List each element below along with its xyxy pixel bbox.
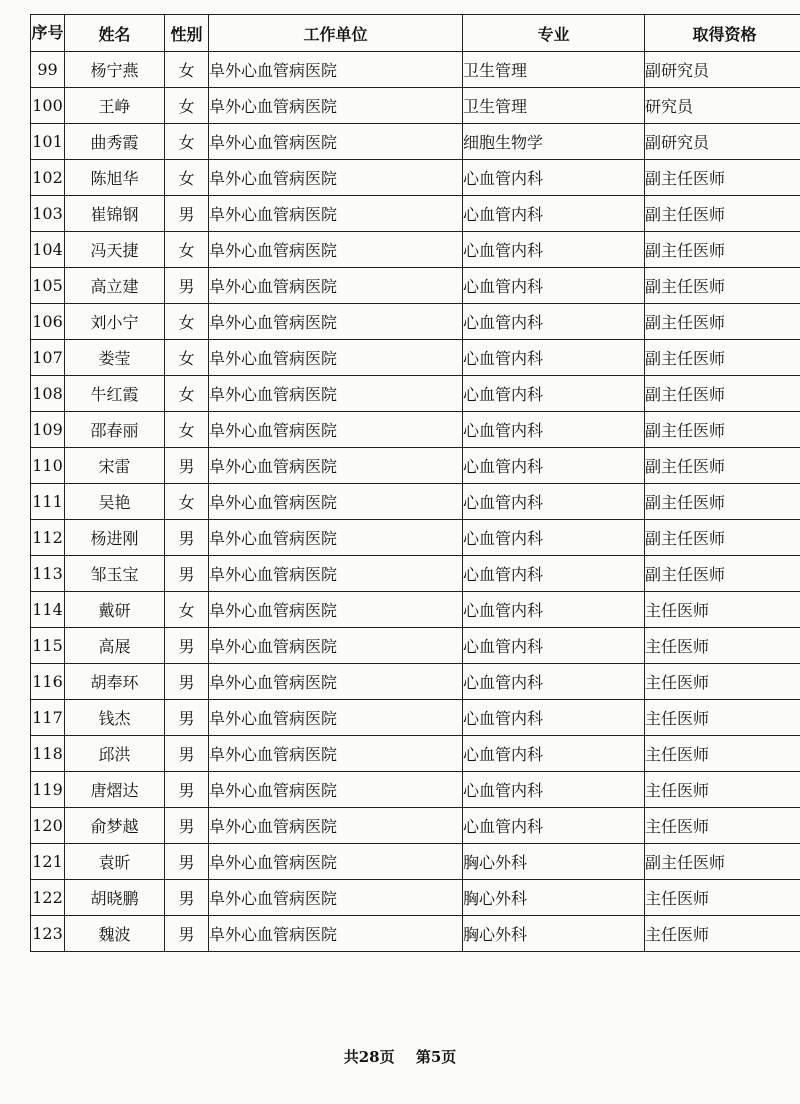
cell-name: 崔锦钢	[65, 196, 165, 232]
cell-gender: 男	[165, 772, 209, 808]
cell-work-unit: 阜外心血管病医院	[209, 664, 463, 700]
cell-work-unit: 阜外心血管病医院	[209, 556, 463, 592]
cell-serial-number: 123	[31, 916, 65, 952]
cell-work-unit: 阜外心血管病医院	[209, 592, 463, 628]
cell-work-unit: 阜外心血管病医院	[209, 196, 463, 232]
cell-gender: 男	[165, 556, 209, 592]
table-row	[31, 628, 800, 664]
cell-serial-number: 107	[31, 340, 65, 376]
cell-serial-number: 113	[31, 556, 65, 592]
table-row	[31, 52, 800, 88]
cell-specialty: 心血管内科	[463, 268, 645, 304]
table-row	[31, 556, 800, 592]
table-row	[31, 916, 800, 952]
cell-work-unit: 阜外心血管病医院	[209, 88, 463, 124]
cell-name: 曲秀霞	[65, 124, 165, 160]
cell-name: 唐熠达	[65, 772, 165, 808]
total-pages: 共28页	[343, 1048, 395, 1066]
cell-serial-number: 116	[31, 664, 65, 700]
table-row	[31, 196, 800, 232]
cell-serial-number: 117	[31, 700, 65, 736]
cell-serial-number: 105	[31, 268, 65, 304]
cell-qualification: 副主任医师	[645, 304, 800, 340]
cell-work-unit: 阜外心血管病医院	[209, 484, 463, 520]
cell-gender: 男	[165, 808, 209, 844]
cell-name: 杨宁燕	[65, 52, 165, 88]
cell-serial-number: 99	[31, 52, 65, 88]
cell-work-unit: 阜外心血管病医院	[209, 736, 463, 772]
cell-name: 娄莹	[65, 340, 165, 376]
cell-gender: 女	[165, 304, 209, 340]
cell-work-unit: 阜外心血管病医院	[209, 340, 463, 376]
cell-qualification: 主任医师	[645, 772, 800, 808]
table-row	[31, 304, 800, 340]
cell-specialty: 心血管内科	[463, 700, 645, 736]
cell-qualification: 主任医师	[645, 664, 800, 700]
cell-work-unit: 阜外心血管病医院	[209, 448, 463, 484]
table-body	[31, 52, 800, 952]
cell-name: 牛红霞	[65, 376, 165, 412]
cell-qualification: 主任医师	[645, 700, 800, 736]
cell-gender: 女	[165, 232, 209, 268]
table-row	[31, 376, 800, 412]
cell-name: 魏波	[65, 916, 165, 952]
cell-specialty: 心血管内科	[463, 772, 645, 808]
cell-work-unit: 阜外心血管病医院	[209, 880, 463, 916]
table-row	[31, 88, 800, 124]
table-row	[31, 844, 800, 880]
cell-qualification: 副主任医师	[645, 484, 800, 520]
cell-specialty: 心血管内科	[463, 376, 645, 412]
table-row	[31, 412, 800, 448]
cell-gender: 男	[165, 196, 209, 232]
header-gender: 性别	[165, 15, 209, 52]
cell-serial-number: 103	[31, 196, 65, 232]
cell-work-unit: 阜外心血管病医院	[209, 304, 463, 340]
table-row	[31, 700, 800, 736]
table-row	[31, 268, 800, 304]
cell-serial-number: 100	[31, 88, 65, 124]
table-row	[31, 880, 800, 916]
cell-gender: 女	[165, 412, 209, 448]
cell-specialty: 心血管内科	[463, 196, 645, 232]
header-serial-number: 序号	[31, 15, 65, 52]
header-qualification: 取得资格	[645, 15, 800, 52]
cell-gender: 女	[165, 88, 209, 124]
cell-serial-number: 109	[31, 412, 65, 448]
cell-work-unit: 阜外心血管病医院	[209, 520, 463, 556]
cell-serial-number: 101	[31, 124, 65, 160]
cell-qualification: 主任医师	[645, 736, 800, 772]
table-row	[31, 520, 800, 556]
cell-work-unit: 阜外心血管病医院	[209, 700, 463, 736]
cell-qualification: 主任医师	[645, 808, 800, 844]
cell-serial-number: 122	[31, 880, 65, 916]
table-row	[31, 736, 800, 772]
cell-specialty: 心血管内科	[463, 736, 645, 772]
cell-serial-number: 110	[31, 448, 65, 484]
cell-gender: 男	[165, 628, 209, 664]
cell-work-unit: 阜外心血管病医院	[209, 268, 463, 304]
cell-gender: 女	[165, 484, 209, 520]
cell-name: 俞梦越	[65, 808, 165, 844]
cell-name: 邱洪	[65, 736, 165, 772]
cell-serial-number: 106	[31, 304, 65, 340]
cell-qualification: 研究员	[645, 88, 800, 124]
cell-specialty: 心血管内科	[463, 592, 645, 628]
cell-gender: 男	[165, 880, 209, 916]
cell-specialty: 心血管内科	[463, 232, 645, 268]
cell-serial-number: 108	[31, 376, 65, 412]
cell-specialty: 心血管内科	[463, 556, 645, 592]
table-row	[31, 808, 800, 844]
cell-name: 刘小宁	[65, 304, 165, 340]
cell-qualification: 副主任医师	[645, 268, 800, 304]
cell-name: 宋雷	[65, 448, 165, 484]
cell-qualification: 副主任医师	[645, 412, 800, 448]
cell-gender: 男	[165, 268, 209, 304]
cell-qualification: 副研究员	[645, 52, 800, 88]
header-name: 姓名	[65, 15, 165, 52]
cell-serial-number: 114	[31, 592, 65, 628]
cell-qualification: 副研究员	[645, 124, 800, 160]
cell-name: 胡奉环	[65, 664, 165, 700]
cell-name: 邵春丽	[65, 412, 165, 448]
cell-work-unit: 阜外心血管病医院	[209, 232, 463, 268]
cell-gender: 女	[165, 124, 209, 160]
table-row	[31, 340, 800, 376]
cell-name: 高立建	[65, 268, 165, 304]
cell-qualification: 副主任医师	[645, 844, 800, 880]
cell-gender: 男	[165, 844, 209, 880]
cell-gender: 女	[165, 340, 209, 376]
cell-qualification: 主任医师	[645, 916, 800, 952]
cell-name: 冯天捷	[65, 232, 165, 268]
cell-work-unit: 阜外心血管病医院	[209, 808, 463, 844]
cell-work-unit: 阜外心血管病医院	[209, 52, 463, 88]
cell-gender: 男	[165, 520, 209, 556]
cell-qualification: 副主任医师	[645, 232, 800, 268]
personnel-table	[30, 14, 800, 952]
cell-qualification: 副主任医师	[645, 160, 800, 196]
cell-gender: 男	[165, 736, 209, 772]
cell-qualification: 主任医师	[645, 628, 800, 664]
table-row	[31, 232, 800, 268]
cell-work-unit: 阜外心血管病医院	[209, 916, 463, 952]
table-row	[31, 124, 800, 160]
cell-name: 杨进刚	[65, 520, 165, 556]
current-page: 第5页	[415, 1048, 457, 1066]
cell-serial-number: 111	[31, 484, 65, 520]
cell-work-unit: 阜外心血管病医院	[209, 412, 463, 448]
cell-work-unit: 阜外心血管病医院	[209, 628, 463, 664]
cell-specialty: 胸心外科	[463, 916, 645, 952]
cell-serial-number: 115	[31, 628, 65, 664]
table-row	[31, 592, 800, 628]
cell-qualification: 副主任医师	[645, 376, 800, 412]
cell-qualification: 主任医师	[645, 592, 800, 628]
cell-specialty: 心血管内科	[463, 340, 645, 376]
cell-serial-number: 119	[31, 772, 65, 808]
cell-gender: 男	[165, 664, 209, 700]
cell-specialty: 心血管内科	[463, 448, 645, 484]
cell-gender: 男	[165, 448, 209, 484]
cell-name: 陈旭华	[65, 160, 165, 196]
cell-qualification: 副主任医师	[645, 340, 800, 376]
cell-name: 袁昕	[65, 844, 165, 880]
table-row	[31, 664, 800, 700]
cell-name: 王峥	[65, 88, 165, 124]
table-row	[31, 484, 800, 520]
cell-serial-number: 102	[31, 160, 65, 196]
cell-work-unit: 阜外心血管病医院	[209, 376, 463, 412]
cell-specialty: 卫生管理	[463, 52, 645, 88]
cell-serial-number: 120	[31, 808, 65, 844]
cell-gender: 女	[165, 52, 209, 88]
cell-serial-number: 104	[31, 232, 65, 268]
cell-name: 钱杰	[65, 700, 165, 736]
table-header-row	[31, 15, 800, 52]
cell-name: 戴研	[65, 592, 165, 628]
cell-specialty: 胸心外科	[463, 880, 645, 916]
cell-gender: 女	[165, 160, 209, 196]
cell-specialty: 心血管内科	[463, 160, 645, 196]
cell-serial-number: 121	[31, 844, 65, 880]
cell-work-unit: 阜外心血管病医院	[209, 160, 463, 196]
header-work-unit: 工作单位	[209, 15, 463, 52]
cell-specialty: 心血管内科	[463, 304, 645, 340]
cell-qualification: 副主任医师	[645, 520, 800, 556]
header-specialty: 专业	[463, 15, 645, 52]
cell-work-unit: 阜外心血管病医院	[209, 772, 463, 808]
cell-specialty: 心血管内科	[463, 628, 645, 664]
cell-name: 高展	[65, 628, 165, 664]
table-row	[31, 160, 800, 196]
cell-name: 胡晓鹏	[65, 880, 165, 916]
cell-work-unit: 阜外心血管病医院	[209, 844, 463, 880]
cell-specialty: 细胞生物学	[463, 124, 645, 160]
cell-qualification: 主任医师	[645, 880, 800, 916]
table-row	[31, 448, 800, 484]
cell-serial-number: 118	[31, 736, 65, 772]
cell-qualification: 副主任医师	[645, 556, 800, 592]
cell-specialty: 心血管内科	[463, 520, 645, 556]
cell-specialty: 心血管内科	[463, 484, 645, 520]
cell-name: 吴艳	[65, 484, 165, 520]
cell-work-unit: 阜外心血管病医院	[209, 124, 463, 160]
cell-specialty: 心血管内科	[463, 808, 645, 844]
cell-specialty: 卫生管理	[463, 88, 645, 124]
page-footer	[0, 1046, 800, 1067]
cell-serial-number: 112	[31, 520, 65, 556]
cell-gender: 女	[165, 376, 209, 412]
cell-specialty: 胸心外科	[463, 844, 645, 880]
cell-specialty: 心血管内科	[463, 412, 645, 448]
cell-specialty: 心血管内科	[463, 664, 645, 700]
cell-qualification: 副主任医师	[645, 196, 800, 232]
table-row	[31, 772, 800, 808]
cell-qualification: 副主任医师	[645, 448, 800, 484]
cell-name: 邹玉宝	[65, 556, 165, 592]
cell-gender: 男	[165, 700, 209, 736]
cell-gender: 男	[165, 916, 209, 952]
cell-gender: 女	[165, 592, 209, 628]
